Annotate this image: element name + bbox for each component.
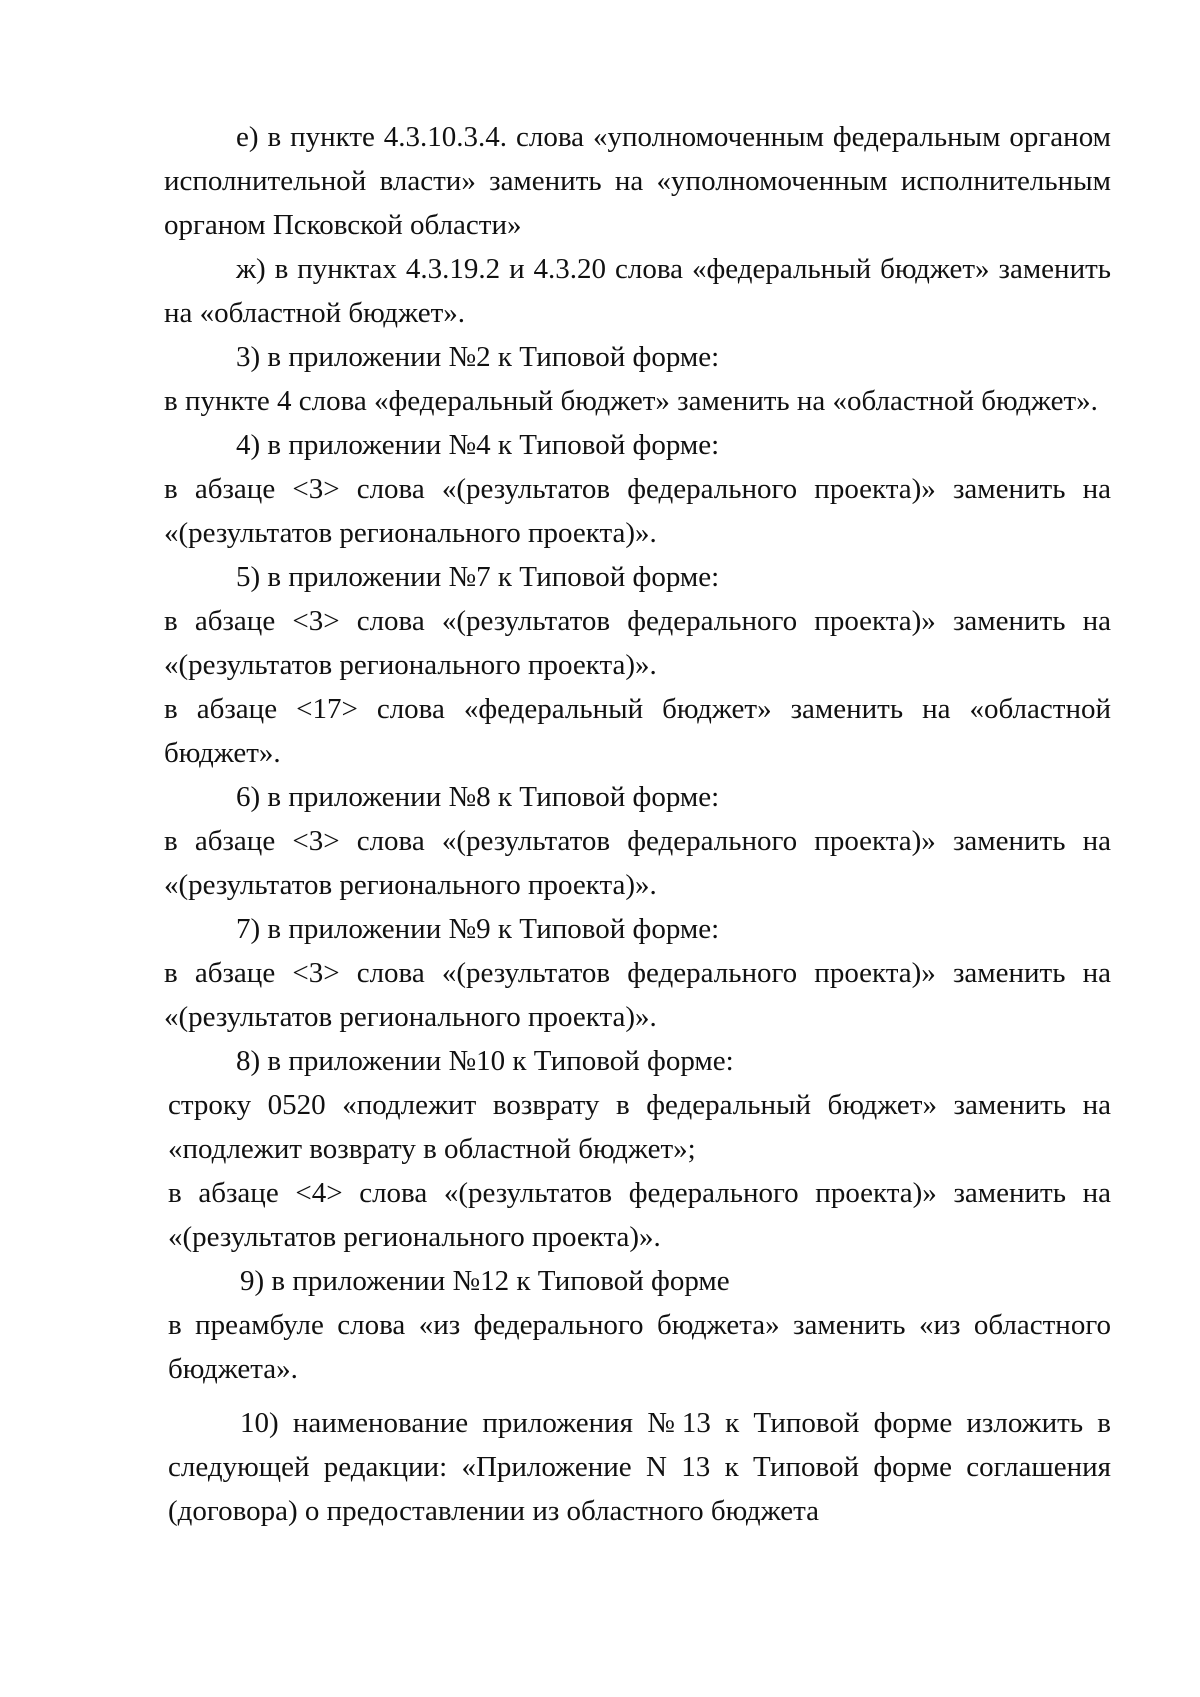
paragraph-heading-appendix-4: 4) в приложении №4 к Типовой форме:	[236, 429, 720, 461]
document-body	[164, 115, 1111, 1533]
paragraph-appendix-7-change-1: в абзаце <3> слова «(результатов федерального проекта)» заменить на «(результатов регионального проекта)».	[164, 605, 1111, 681]
paragraph-heading-appendix-12: 9) в приложении №12 к Типовой форме	[240, 1265, 730, 1297]
paragraph-heading-appendix-8: 6) в приложении №8 к Типовой форме:	[236, 781, 720, 813]
paragraph-appendix-2-change: в пункте 4 слова «федеральный бюджет» заменить на «областной бюджет».	[164, 385, 1098, 417]
paragraph-heading-appendix-2: 3) в приложении №2 к Типовой форме:	[236, 341, 720, 373]
paragraph-heading-appendix-9: 7) в приложении №9 к Типовой форме:	[236, 913, 720, 945]
paragraph-appendix-9-change: в абзаце <3> слова «(результатов федерального проекта)» заменить на «(результатов регионального проекта)».	[164, 957, 1111, 1033]
paragraph-appendix-10-change-2: в абзаце <4> слова «(результатов федерального проекта)» заменить на «(результатов регионального проекта)».	[168, 1177, 1111, 1253]
paragraph-appendix-4-change: в абзаце <3> слова «(результатов федерального проекта)» заменить на «(результатов регионального проекта)».	[164, 473, 1111, 549]
paragraph-item-zh: ж) в пунктах 4.3.19.2 и 4.3.20 слова «федеральный бюджет» заменить на «областной бюджет».	[164, 253, 1111, 329]
paragraph-heading-appendix-7: 5) в приложении №7 к Типовой форме:	[236, 561, 720, 593]
paragraph-appendix-7-change-2: в абзаце <17> слова «федеральный бюджет» заменить на «областной бюджет».	[164, 693, 1111, 769]
paragraph-appendix-8-change: в абзаце <3> слова «(результатов федерального проекта)» заменить на «(результатов регионального проекта)».	[164, 825, 1111, 901]
paragraph-heading-appendix-10: 8) в приложении №10 к Типовой форме:	[236, 1045, 734, 1077]
paragraph-appendix-10-change-1: строку 0520 «подлежит возврату в федеральный бюджет» заменить на «подлежит возврату в областной бюджет»;	[168, 1089, 1111, 1165]
paragraph-appendix-13-title: 10) наименование приложения №13 к Типовой форме изложить в следующей редакции: «Приложение N 13 к Типовой форме соглашения (договора) о предоставлении из областного бюджета	[168, 1407, 1111, 1527]
paragraph-appendix-12-change: в преамбуле слова «из федерального бюджета» заменить «из областного бюджета».	[168, 1309, 1111, 1385]
paragraph-item-e: е) в пункте 4.3.10.3.4. слова «уполномоченным федеральным органом исполнительной власти» заменить на «уполномоченным исполнительным органом Псковской области»	[164, 121, 1111, 241]
